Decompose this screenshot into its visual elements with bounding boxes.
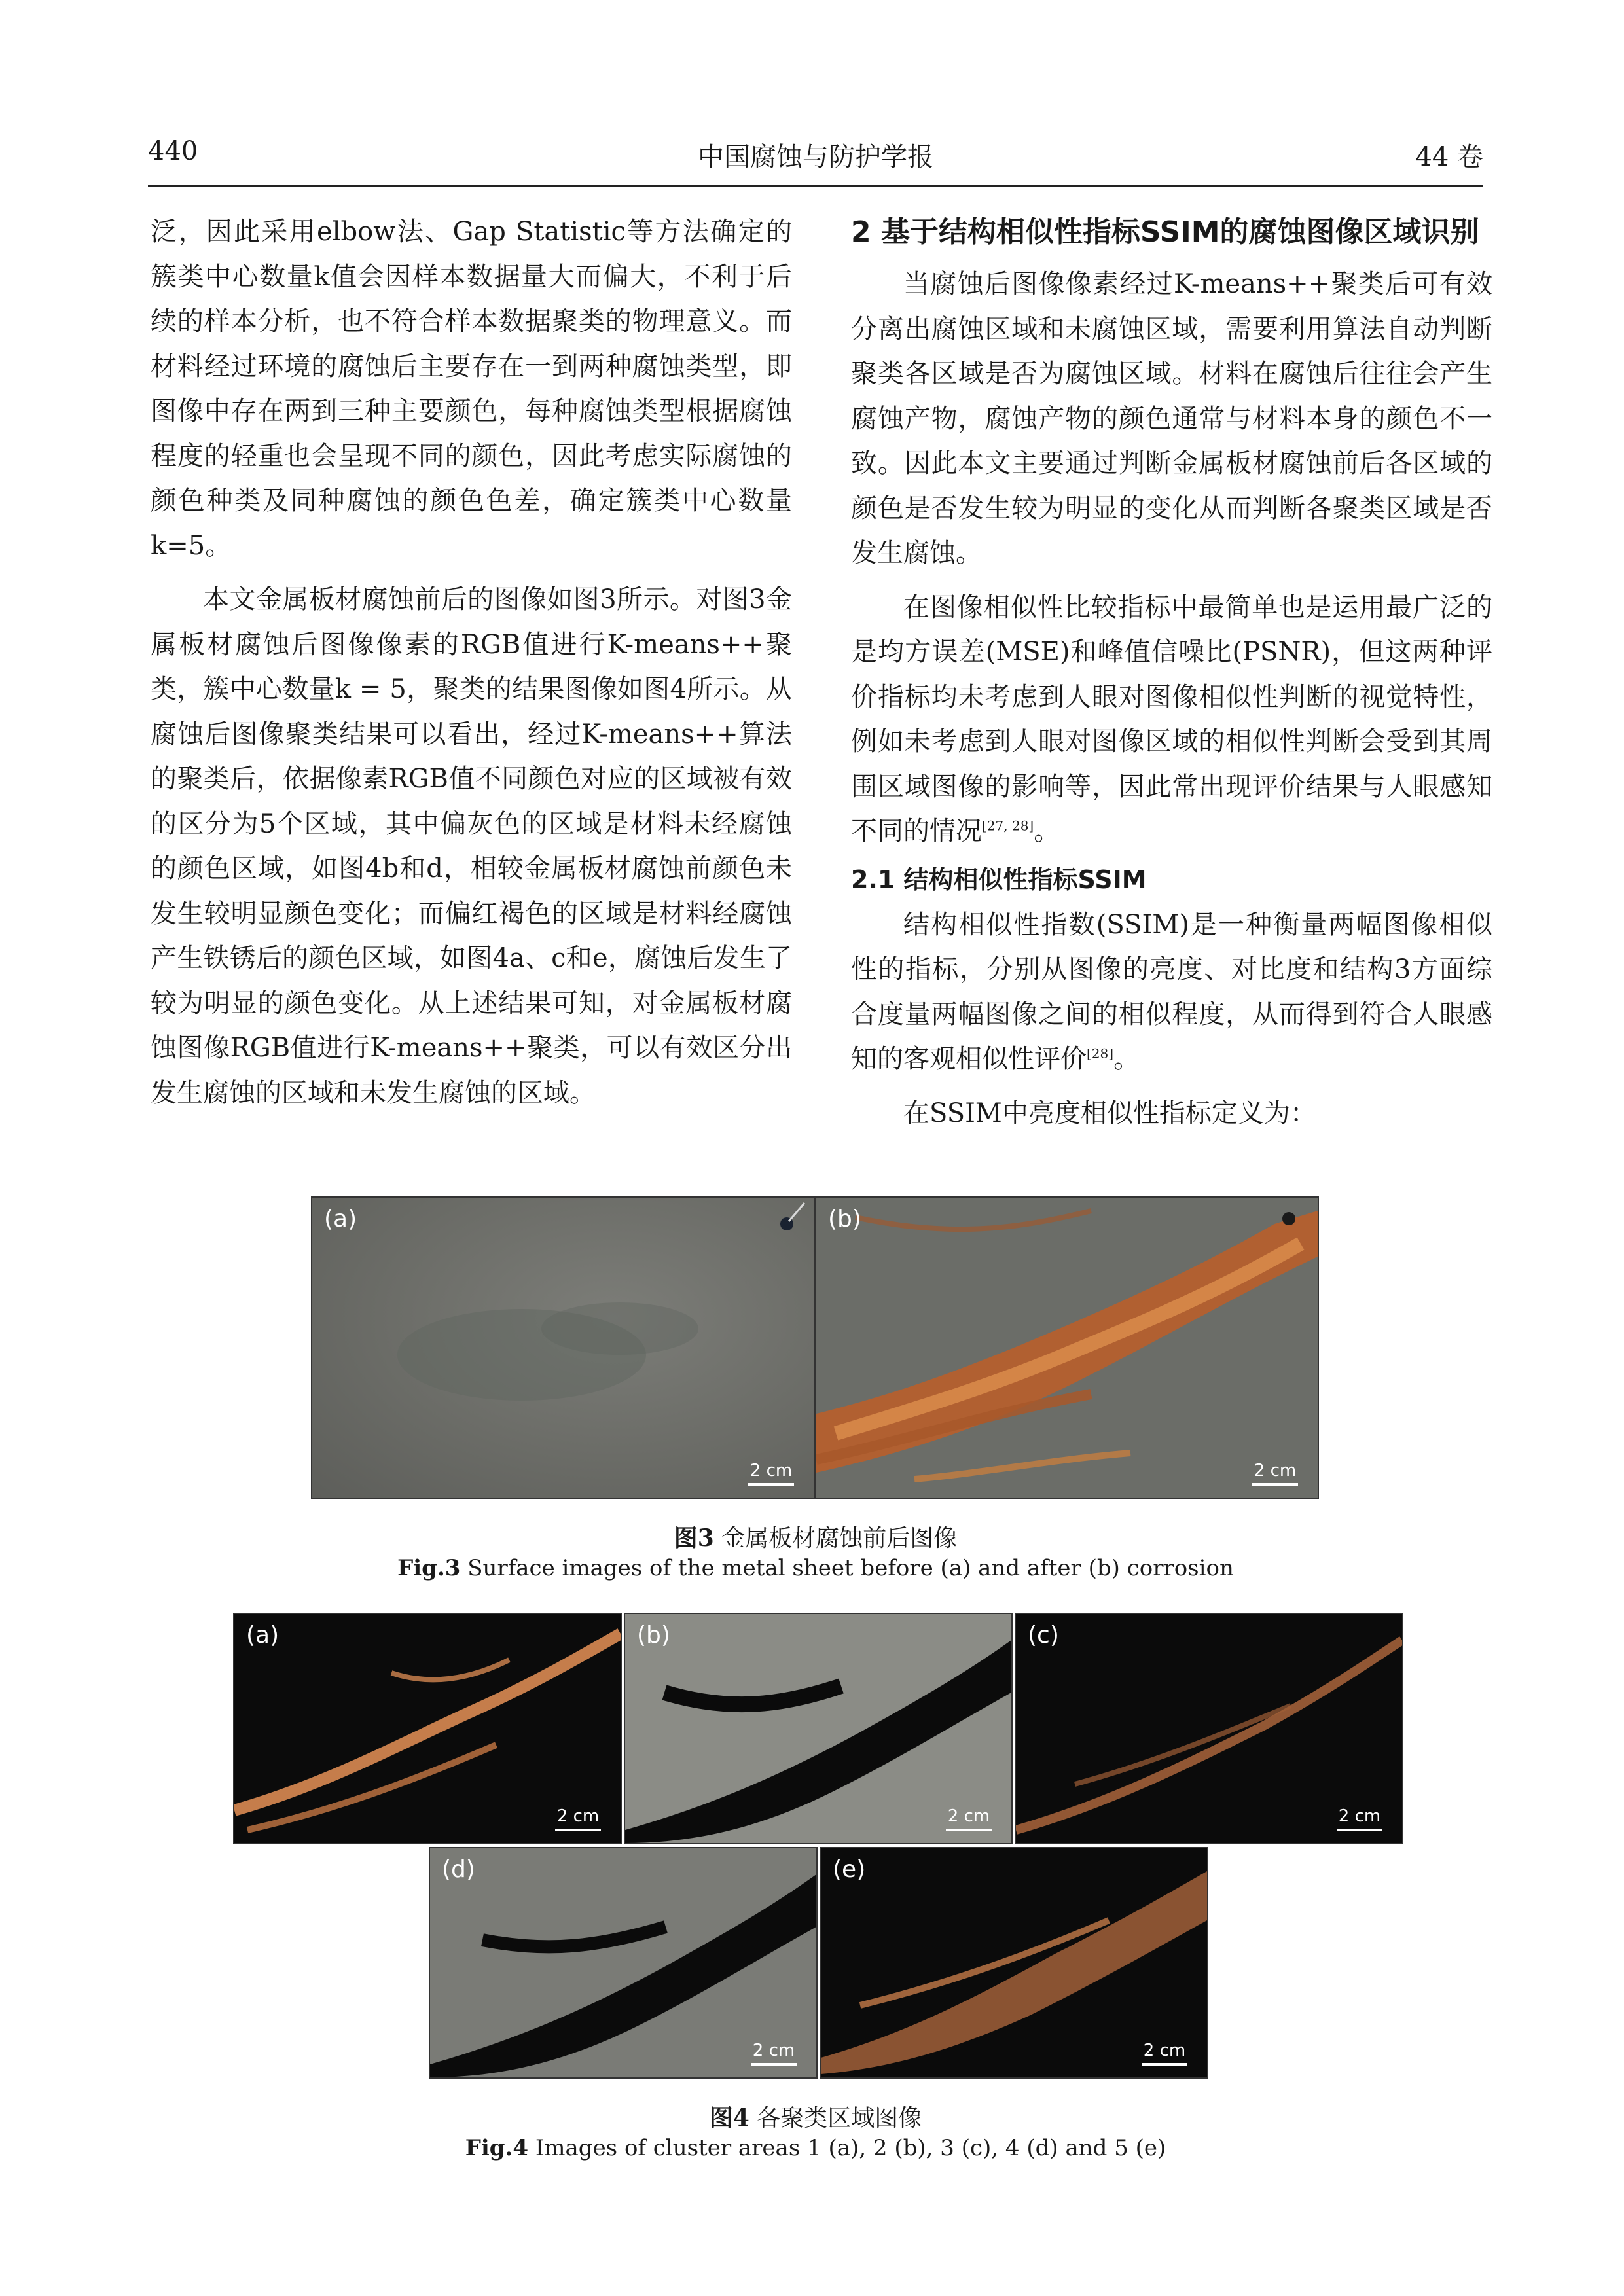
paragraph-end: 。 [1034,816,1060,846]
fig4-panel-c [1015,1613,1403,1844]
fig4-panel-a [233,1613,622,1844]
scale-bar [1142,2041,1187,2066]
paragraph [851,903,1492,1082]
fig3-caption-en [148,1555,1483,1581]
paragraph [851,585,1492,854]
paragraph: 在SSIM中亮度相似性指标定义为： [903,1098,1316,1128]
citation: [27, 28] [982,817,1034,834]
section-heading: 2 基于结构相似性指标SSIM的腐蚀图像区域识别 [851,215,1479,249]
header-rule [148,185,1483,187]
fig4-caption-en [148,2135,1483,2161]
scale-bar [748,1461,794,1486]
scale-label: 2 cm [947,1806,990,1826]
page-header [148,136,1483,175]
caption-text: Images of cluster areas 1 (a), 2 (b), 3 (c), 4 (d) and 5 (e) [535,2135,1166,2161]
scale-label: 2 cm [749,1461,793,1480]
panel-label: (e) [833,1856,866,1883]
panel-label: (b) [828,1206,861,1232]
scale-bar [555,1806,601,1831]
panel-label: (c) [1028,1622,1059,1649]
paragraph: 泛，因此采用elbow法、Gap Statistic等方法确定的簇类中心数量k值会因样本数据量大而偏大，不利于后续的样本分析，也不符合样本数据聚类的物理意义。而材料经过环境的腐蚀后主要存在一到两种腐蚀类型，即图像中存在两到三种主要颜色，每种腐蚀类型根据腐蚀程度的轻重也会呈现不同的颜色，因此考虑实际腐蚀的颜色种类及同种腐蚀的颜色色差，确定簇类中心数量k=5。 [151,217,792,561]
fig4-panel-e [820,1847,1208,2079]
citation: [28] [1087,1045,1114,1062]
scale-bar [946,1806,992,1831]
scale-bar [751,2041,797,2066]
figure-number: Fig.4 [465,2135,529,2161]
scale-bar [1337,1806,1382,1831]
fig4-panel-b [624,1613,1013,1844]
caption-text: 各聚类区域图像 [757,2105,922,2132]
caption-text: Surface images of the metal sheet before (a) and after (b) corrosion [467,1555,1234,1581]
caption-text: 金属板材腐蚀前后图像 [721,1525,958,1552]
panel-label: (d) [442,1856,475,1883]
paragraph-text: 结构相似性指数(SSIM)是一种衡量两幅图像相似性的指标，分别从图像的亮度、对比度和结构3方面综合度量两幅图像之间的相似程度，从而得到符合人眼感知的客观相似性评价 [851,909,1492,1074]
page-number: 440 [148,136,198,166]
right-column [851,209,1492,1136]
paragraph-text: 在图像相似性比较指标中最简单也是运用最广泛的是均方误差(MSE)和峰值信噪比(PSNR)，但这两种评价指标均未考虑到人眼对图像相似性判断的视觉特性，例如未考虑到人眼对图像区域的相似性判断会受到其周围区域图像的影响等，因此常出现评价结果与人眼感知不同的情况 [851,592,1492,846]
scale-label: 2 cm [1254,1461,1297,1480]
scale-label: 2 cm [1143,2041,1186,2060]
panel-label: (b) [637,1622,670,1649]
journal-title: 中国腐蚀与防护学报 [698,142,933,172]
paragraph: 本文金属板材腐蚀前后的图像如图3所示。对图3金属板材腐蚀后图像像素的RGB值进行K-means++聚类，簇中心数量k = 5，聚类的结果图像如图4所示。从腐蚀后图像聚类结果可以看出，经过K-means++算法的聚类后，依据像素RGB值不同颜色对应的区域被有效的区分为5个区域，其中偏灰色的区域是材料未经腐蚀的颜色区域，如图4b和d，相较金属板材腐蚀前颜色未发生较明显颜色变化；而偏红褐色的区域是材料经腐蚀产生铁锈后的颜色区域，如图4a、c和e，腐蚀后发生了较为明显的颜色变化。从上述结果可知，对金属板材腐蚀图像RGB值进行K-means++聚类，可以有效区分出发生腐蚀的区域和未发生腐蚀的区域。 [151,584,792,1108]
fig3-photo-a [311,1196,815,1499]
volume-label: 44 卷 [1415,142,1483,172]
scale-bar [1252,1461,1298,1486]
fig3-photo-b [815,1196,1319,1499]
marker-dot [1282,1212,1295,1225]
paragraph-end: 。 [1113,1044,1140,1074]
paragraph: 当腐蚀后图像像素经过K-means++聚类后可有效分离出腐蚀区域和未腐蚀区域，需要利用算法自动判断聚类各区域是否为腐蚀区域。材料在腐蚀后往往会产生腐蚀产物，腐蚀产物的颜色通常与材料本身的颜色不一致。因此本文主要通过判断金属板材腐蚀前后各区域的颜色是否发生较为明显的变化从而判断各聚类区域是否发生腐蚀。 [851,269,1492,568]
fig4-caption-zh [148,2100,1483,2133]
rust-texture [816,1198,1318,1498]
figure-number: 图4 [709,2104,749,2132]
metal-texture [312,1198,814,1498]
left-column [151,209,792,1115]
figure-number: 图3 [674,1524,714,1552]
figure-number: Fig.3 [397,1555,461,1581]
panel-label: (a) [324,1206,357,1232]
scale-label: 2 cm [1338,1806,1381,1826]
fig3-caption-zh [148,1520,1483,1553]
scale-label: 2 cm [752,2041,795,2060]
panel-label: (a) [246,1622,280,1649]
subsection-heading: 2.1 结构相似性指标SSIM [851,865,1147,894]
scale-label: 2 cm [556,1806,600,1826]
fig4-panel-d [429,1847,818,2079]
